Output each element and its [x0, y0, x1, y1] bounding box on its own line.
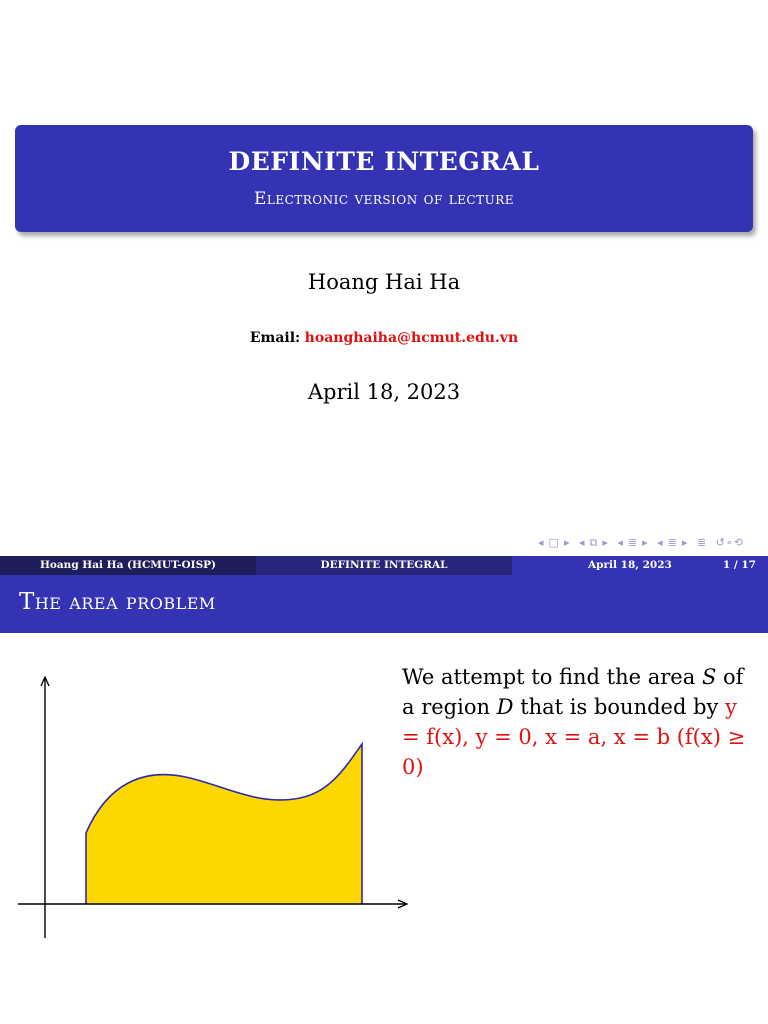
text-part-1: We attempt to find the area — [402, 665, 702, 689]
nav-section-icon[interactable]: ≣ — [627, 536, 639, 549]
text-part-3: that is bounded by — [513, 695, 726, 719]
area-problem-text — [402, 662, 758, 782]
presentation-subtitle: Electronic version of lecture — [253, 189, 515, 209]
email-label: Email: — [249, 330, 301, 346]
beamer-navigation — [536, 536, 746, 550]
nav-subsection-icon[interactable]: ⧉ — [589, 536, 599, 549]
nav-part-icon[interactable]: ≣ — [667, 536, 678, 549]
area-under-curve-graph — [10, 668, 410, 944]
content-slide — [0, 556, 768, 1024]
nav-prev-subsection-icon[interactable]: ◂ — [578, 536, 586, 549]
text-part-2: of a region — [402, 665, 744, 719]
nav-next-icon[interactable]: ▸ — [563, 536, 571, 549]
email-line — [0, 330, 768, 346]
nav-prev-section-icon[interactable]: ◂ — [617, 536, 624, 549]
email-link[interactable]: hoanghaiha@hcmut.edu.vn — [304, 330, 519, 346]
author-name: Hoang Hai Ha — [307, 270, 461, 294]
nav-search-icon[interactable]: ↺∘⟲ — [715, 536, 744, 549]
presentation-date: April 18, 2023 — [307, 380, 461, 404]
shaded-region — [86, 744, 362, 904]
footer-title: DEFINITE INTEGRAL — [256, 556, 512, 575]
nav-next-subsection-icon[interactable]: ▸ — [602, 536, 609, 549]
footer-author: Hoang Hai Ha (HCMUT-OISP) — [0, 556, 256, 575]
math-symbol-s: S — [701, 665, 717, 689]
nav-prev-part-icon[interactable]: ◂ — [657, 536, 664, 549]
math-symbol-d: D — [496, 695, 514, 719]
presentation-title: DEFINITE INTEGRAL — [228, 147, 540, 176]
footer-page-number: 1 / 17 — [722, 559, 756, 571]
math-bounds: y = f(x), y = 0, x = a, x = b (f(x) ≥ 0) — [402, 695, 746, 779]
footer-date-page — [512, 556, 768, 575]
footline — [0, 556, 768, 575]
nav-frame-icon[interactable]: □ — [548, 536, 560, 549]
frame-title: The area problem — [19, 589, 216, 615]
nav-document-icon[interactable]: ≣ — [696, 536, 708, 549]
frame-title-bar — [0, 575, 768, 633]
nav-next-section-icon[interactable]: ▸ — [642, 536, 649, 549]
nav-prev-icon[interactable]: ◂ — [538, 536, 545, 549]
title-box — [15, 125, 753, 232]
footer-date: April 18, 2023 — [588, 559, 672, 571]
nav-next-part-icon[interactable]: ▸ — [681, 536, 689, 549]
